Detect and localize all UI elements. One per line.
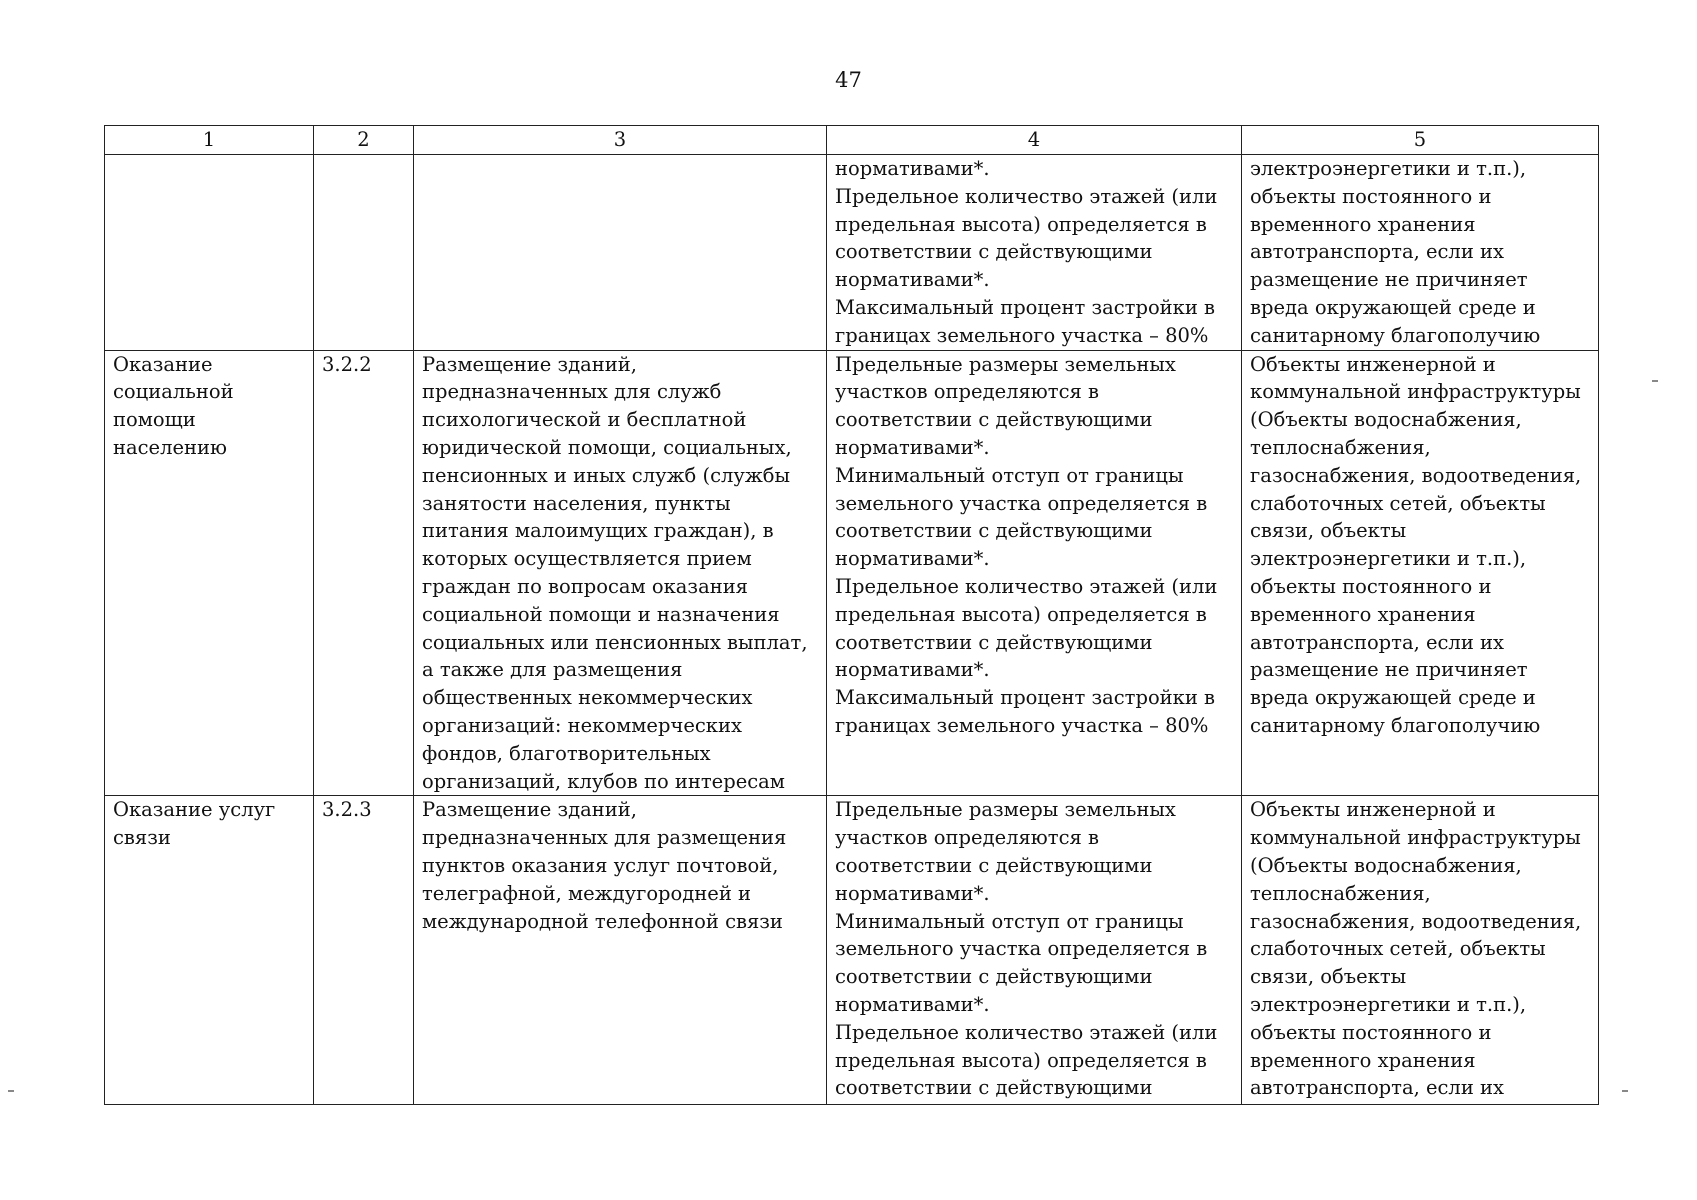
use-description-cell: Размещение зданий, предназначенных для служб психологической и бесплатной юридической помощи, социальных, пенсионных и иных служб (службы занятости населения, пункты питания малоимущих граждан), в которых осуществляется прием граждан по вопросам оказания социальной помощи и назначения социальных или пенсионных выплат, а также для размещения общественных некоммерческих организаций: некоммерческих фондов, благотворительных организаций, клубов по интересам xyxy=(414,350,827,796)
use-code-cell: 3.2.3 xyxy=(314,796,414,1105)
use-description-cell: Размещение зданий, предназначенных для размещения пунктов оказания услуг почтовой, телеграфной, междугородней и международной телефонной связи xyxy=(414,796,827,1105)
scan-mark-left xyxy=(8,1090,14,1092)
column-header-3: 3 xyxy=(414,126,827,155)
parameters-cell: Предельные размеры земельных участков определяются в соответствии с действующими нормативами*. Минимальный отступ от границы земельного участка определяется в соответствии с действующими нормативами*. Предельное количество этажей (или предельная высота) определяется в соответствии с действующими нормативами*. Максимальный процент застройки в границах земельного участка – 80% xyxy=(827,350,1242,796)
use-name-cell: Оказание социальной помощи населению xyxy=(105,350,314,796)
auxiliary-uses-cell: Объекты инженерной и коммунальной инфраструктуры (Объекты водоснабжения, теплоснабжения, газоснабжения, водоотведения, слаботочных сетей, объекты связи, объекты электроэнергетики и т.п.), объекты постоянного и временного хранения автотранспорта, если их размещение не причиняет вреда окружающей среде и санитарному благополучию xyxy=(1242,350,1599,796)
use-name-cell xyxy=(105,155,314,351)
table-row xyxy=(105,155,1599,351)
parameters-cell: Предельные размеры земельных участков определяются в соответствии с действующими нормативами*. Минимальный отступ от границы земельного участка определяется в соответствии с действующими нормативами*. Предельное количество этажей (или предельная высота) определяется в соответствии с действующими xyxy=(827,796,1242,1105)
scan-mark-right xyxy=(1622,1090,1628,1092)
parameters-cell: нормативами*. Предельное количество этажей (или предельная высота) определяется в соответствии с действующими нормативами*. Максимальный процент застройки в границах земельного участка – 80% xyxy=(827,155,1242,351)
column-header-5: 5 xyxy=(1242,126,1599,155)
column-header-1: 1 xyxy=(105,126,314,155)
use-code-cell xyxy=(314,155,414,351)
use-description-cell xyxy=(414,155,827,351)
table-row xyxy=(105,796,1599,1105)
auxiliary-uses-cell: Объекты инженерной и коммунальной инфраструктуры (Объекты водоснабжения, теплоснабжения, газоснабжения, водоотведения, слаботочных сетей, объекты связи, объекты электроэнергетики и т.п.), объекты постоянного и временного хранения автотранспорта, если их xyxy=(1242,796,1599,1105)
table-row xyxy=(105,350,1599,796)
scan-mark-right-upper xyxy=(1652,380,1658,382)
land-use-table xyxy=(104,125,1599,1105)
column-header-4: 4 xyxy=(827,126,1242,155)
column-header-2: 2 xyxy=(314,126,414,155)
header-row xyxy=(105,126,1599,155)
auxiliary-uses-cell: электроэнергетики и т.п.), объекты постоянного и временного хранения автотранспорта, если их размещение не причиняет вреда окружающей среде и санитарному благополучию xyxy=(1242,155,1599,351)
use-code-cell: 3.2.2 xyxy=(314,350,414,796)
page-number: 47 xyxy=(835,68,862,92)
use-name-cell: Оказание услуг связи xyxy=(105,796,314,1105)
